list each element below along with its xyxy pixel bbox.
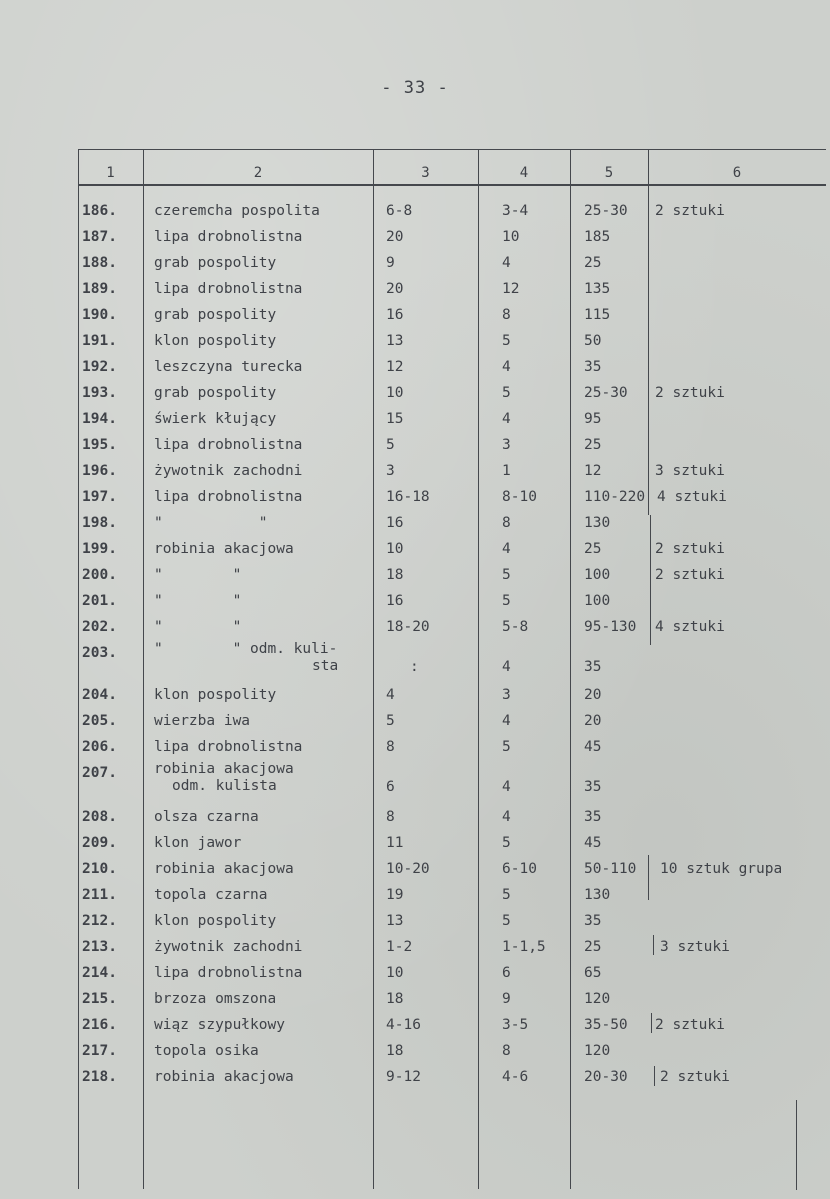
table-row: [0, 380, 830, 406]
col6-note: 2 sztuki: [655, 541, 725, 557]
col6-note: 2 sztuki: [655, 567, 725, 583]
row-number: 195.: [82, 437, 117, 453]
row-number: 192.: [82, 359, 117, 375]
col4-value: 5: [502, 887, 511, 903]
col4-value: 5: [502, 385, 511, 401]
col3-value: 10: [386, 385, 404, 401]
column-header: 1: [106, 165, 115, 181]
row-number: 218.: [82, 1069, 117, 1085]
col6-note: 2 sztuki: [655, 1017, 725, 1033]
col5-value: 25: [584, 939, 602, 955]
table-row: [0, 406, 830, 432]
col4-value: 5-8: [502, 619, 529, 635]
col5-value: 25-30: [584, 385, 628, 401]
species-name: klon pospolity: [154, 913, 277, 929]
species-name-line2: sta: [312, 658, 339, 674]
col3-value: 6: [386, 779, 395, 795]
species-name: lipa drobnolistna: [154, 965, 303, 981]
col4-value: 8: [502, 515, 511, 531]
col5-value: 35: [584, 779, 602, 795]
row-number: 212.: [82, 913, 117, 929]
column-divider: [796, 1100, 797, 1190]
species-name-line1: " " odm. kuli-: [154, 641, 338, 657]
table-row: [0, 354, 830, 380]
col5-value: 110-220: [584, 489, 646, 505]
col5-value: 35-50: [584, 1017, 628, 1033]
col3-value: 3: [386, 463, 395, 479]
species-name-line2: odm. kulista: [172, 778, 277, 794]
col5-value: 50: [584, 333, 602, 349]
col3-value: 9-12: [386, 1069, 421, 1085]
species-name: olsza czarna: [154, 809, 259, 825]
col3-value: 13: [386, 333, 404, 349]
species-name: " ": [154, 619, 242, 635]
col3-value: 19: [386, 887, 404, 903]
row-number: 210.: [82, 861, 117, 877]
col4-value: 8: [502, 307, 511, 323]
species-name: żywotnik zachodni: [154, 939, 303, 955]
species-name: klon pospolity: [154, 333, 277, 349]
col5-value: 95: [584, 411, 602, 427]
col3-value: 12: [386, 359, 404, 375]
species-name: robinia akacjowa: [154, 1069, 294, 1085]
row-number: 199.: [82, 541, 117, 557]
col3-value: 20: [386, 281, 404, 297]
col3-value: :: [410, 659, 419, 675]
row-number: 198.: [82, 515, 117, 531]
table-row: [0, 562, 830, 588]
species-name: lipa drobnolistna: [154, 739, 303, 755]
col5-value: 25: [584, 255, 602, 271]
col6-note: 2 sztuki: [655, 203, 725, 219]
col4-value: 4: [502, 809, 511, 825]
row-number: 189.: [82, 281, 117, 297]
row-number: 214.: [82, 965, 117, 981]
table-row: [0, 302, 830, 328]
species-name: " ": [154, 567, 242, 583]
col6-note: 3 sztuki: [660, 939, 730, 955]
column-header: 2: [253, 165, 263, 181]
table-row: [0, 882, 830, 908]
col6-note: 10 sztuk grupa: [660, 861, 783, 877]
col3-value: 18: [386, 1043, 404, 1059]
col3-value: 8: [386, 739, 395, 755]
row-number: 211.: [82, 887, 117, 903]
table-row: [0, 986, 830, 1012]
col3-value: 10: [386, 541, 404, 557]
species-name: lipa drobnolistna: [154, 281, 303, 297]
col3-value: 4-16: [386, 1017, 421, 1033]
row-number: 202.: [82, 619, 117, 635]
column-header: 5: [604, 165, 614, 181]
col3-value: 18: [386, 567, 404, 583]
species-name: czeremcha pospolita: [154, 203, 320, 219]
col5-value: 45: [584, 739, 602, 755]
table-row: [0, 908, 830, 934]
table-row: [0, 484, 830, 510]
table-row: [0, 198, 830, 224]
col6-note: 4 sztuki: [655, 619, 725, 635]
col6-note: 3 sztuki: [655, 463, 725, 479]
col4-value: 5: [502, 835, 511, 851]
row-number: 196.: [82, 463, 117, 479]
table-row: [0, 458, 830, 484]
col5-value: 35: [584, 359, 602, 375]
row-number: 194.: [82, 411, 117, 427]
col4-value: 5: [502, 739, 511, 755]
species-name: wierzba iwa: [154, 713, 251, 729]
table-row: [0, 804, 830, 830]
col5-value: 130: [584, 515, 611, 531]
species-name: lipa drobnolistna: [154, 437, 303, 453]
col5-value: 20: [584, 713, 602, 729]
col4-value: 1-1,5: [502, 939, 546, 955]
col5-value: 100: [584, 593, 611, 609]
row-number: 213.: [82, 939, 117, 955]
col4-value: 9: [502, 991, 511, 1007]
col4-value: 3-4: [502, 203, 529, 219]
col5-value: 120: [584, 991, 611, 1007]
col5-value: 25-30: [584, 203, 628, 219]
col5-value: 35: [584, 659, 602, 675]
col4-value: 4: [502, 541, 511, 557]
col3-value: 6-8: [386, 203, 413, 219]
col5-value: 20: [584, 687, 602, 703]
col5-value: 50-110: [584, 861, 637, 877]
col4-value: 4: [502, 411, 511, 427]
table-row: [0, 682, 830, 708]
col3-value: 10-20: [386, 861, 430, 877]
col5-value: 135: [584, 281, 611, 297]
row-number: 209.: [82, 835, 117, 851]
species-name: leszczyna turecka: [154, 359, 303, 375]
col4-value: 1: [502, 463, 511, 479]
species-name-line1: robinia akacjowa: [154, 761, 294, 777]
col4-value: 3: [502, 437, 511, 453]
row-number: 215.: [82, 991, 117, 1007]
species-name: lipa drobnolistna: [154, 229, 303, 245]
species-name: wiąz szypułkowy: [154, 1017, 285, 1033]
col3-value: 4: [386, 687, 395, 703]
species-name: " ": [154, 593, 242, 609]
col5-value: 65: [584, 965, 602, 981]
species-name: grab pospolity: [154, 385, 277, 401]
col5-value: 25: [584, 437, 602, 453]
col5-value: 25: [584, 541, 602, 557]
row-number: 186.: [82, 203, 117, 219]
col3-value: 9: [386, 255, 395, 271]
row-number: 205.: [82, 713, 117, 729]
page-number: - 33 -: [381, 78, 449, 98]
row-number: 208.: [82, 809, 117, 825]
table-row: [0, 640, 830, 684]
table-row: [0, 510, 830, 536]
table-row: [0, 708, 830, 734]
col3-value: 16-18: [386, 489, 430, 505]
col4-value: 5: [502, 333, 511, 349]
col5-value: 45: [584, 835, 602, 851]
row-number: 197.: [82, 489, 117, 505]
species-name: żywotnik zachodni: [154, 463, 303, 479]
col4-value: 8-10: [502, 489, 537, 505]
col4-value: 5: [502, 913, 511, 929]
row-number: 204.: [82, 687, 117, 703]
col4-value: 5: [502, 593, 511, 609]
table-row: [0, 760, 830, 804]
col3-value: 13: [386, 913, 404, 929]
row-number: 207.: [82, 765, 117, 781]
table-row: [0, 856, 830, 882]
column-header: 3: [421, 165, 430, 181]
table-top-rule: [78, 149, 826, 150]
row-number: 191.: [82, 333, 117, 349]
col4-value: 6: [502, 965, 511, 981]
col5-value: 115: [584, 307, 611, 323]
row-number: 203.: [82, 645, 117, 661]
species-name: grab pospolity: [154, 255, 277, 271]
col3-value: 11: [386, 835, 404, 851]
col5-value: 120: [584, 1043, 611, 1059]
col3-value: 18-20: [386, 619, 430, 635]
col6-note: 4 sztuki: [657, 489, 727, 505]
col3-value: 5: [386, 713, 395, 729]
col4-value: 8: [502, 1043, 511, 1059]
col3-value: 20: [386, 229, 404, 245]
col4-value: 4: [502, 779, 511, 795]
col4-value: 4-6: [502, 1069, 529, 1085]
col4-value: 5: [502, 567, 511, 583]
table-row: [0, 588, 830, 614]
col3-value: 18: [386, 991, 404, 1007]
col3-value: 10: [386, 965, 404, 981]
col3-value: 15: [386, 411, 404, 427]
table-row: [0, 830, 830, 856]
col5-value: 12: [584, 463, 602, 479]
col4-value: 12: [502, 281, 520, 297]
table-row: [0, 276, 830, 302]
table-row: [0, 614, 830, 640]
row-number: 187.: [82, 229, 117, 245]
col3-value: 1-2: [386, 939, 413, 955]
table-row: [0, 1064, 830, 1090]
species-name: robinia akacjowa: [154, 541, 294, 557]
row-number: 193.: [82, 385, 117, 401]
species-name: lipa drobnolistna: [154, 489, 303, 505]
species-name: robinia akacjowa: [154, 861, 294, 877]
col6-note: 2 sztuki: [660, 1069, 730, 1085]
species-name: brzoza omszona: [154, 991, 277, 1007]
species-name: klon jawor: [154, 835, 242, 851]
row-number: 216.: [82, 1017, 117, 1033]
col4-value: 6-10: [502, 861, 537, 877]
col4-value: 10: [502, 229, 520, 245]
col3-value: 5: [386, 437, 395, 453]
table-row: [0, 1012, 830, 1038]
row-number: 217.: [82, 1043, 117, 1059]
col5-value: 130: [584, 887, 611, 903]
col5-value: 20-30: [584, 1069, 628, 1085]
column-header: 4: [519, 165, 529, 181]
row-number: 200.: [82, 567, 117, 583]
col4-value: 4: [502, 359, 511, 375]
table-row: [0, 1038, 830, 1064]
species-name: klon pospolity: [154, 687, 277, 703]
table-row: [0, 960, 830, 986]
table-header-rule: [78, 184, 826, 186]
species-name: " ": [154, 515, 268, 531]
table-row: [0, 328, 830, 354]
col3-value: 16: [386, 307, 404, 323]
col5-value: 95-130: [584, 619, 637, 635]
col6-note: 2 sztuki: [655, 385, 725, 401]
col5-value: 185: [584, 229, 611, 245]
table-row: [0, 934, 830, 960]
row-number: 190.: [82, 307, 117, 323]
col4-value: 4: [502, 255, 511, 271]
table-row: [0, 224, 830, 250]
col4-value: 4: [502, 713, 511, 729]
table-row: [0, 536, 830, 562]
col4-value: 4: [502, 659, 511, 675]
col5-value: 35: [584, 913, 602, 929]
col3-value: 16: [386, 515, 404, 531]
column-header: 6: [732, 165, 742, 181]
col5-value: 35: [584, 809, 602, 825]
species-name: grab pospolity: [154, 307, 277, 323]
species-name: topola czarna: [154, 887, 268, 903]
table-row: [0, 250, 830, 276]
col4-value: 3: [502, 687, 511, 703]
col5-value: 100: [584, 567, 611, 583]
row-number: 201.: [82, 593, 117, 609]
col3-value: 8: [386, 809, 395, 825]
species-name: świerk kłujący: [154, 411, 277, 427]
col3-value: 16: [386, 593, 404, 609]
col4-value: 3-5: [502, 1017, 529, 1033]
table-row: [0, 734, 830, 760]
species-name: topola osika: [154, 1043, 259, 1059]
row-number: 206.: [82, 739, 117, 755]
table-row: [0, 432, 830, 458]
row-number: 188.: [82, 255, 117, 271]
